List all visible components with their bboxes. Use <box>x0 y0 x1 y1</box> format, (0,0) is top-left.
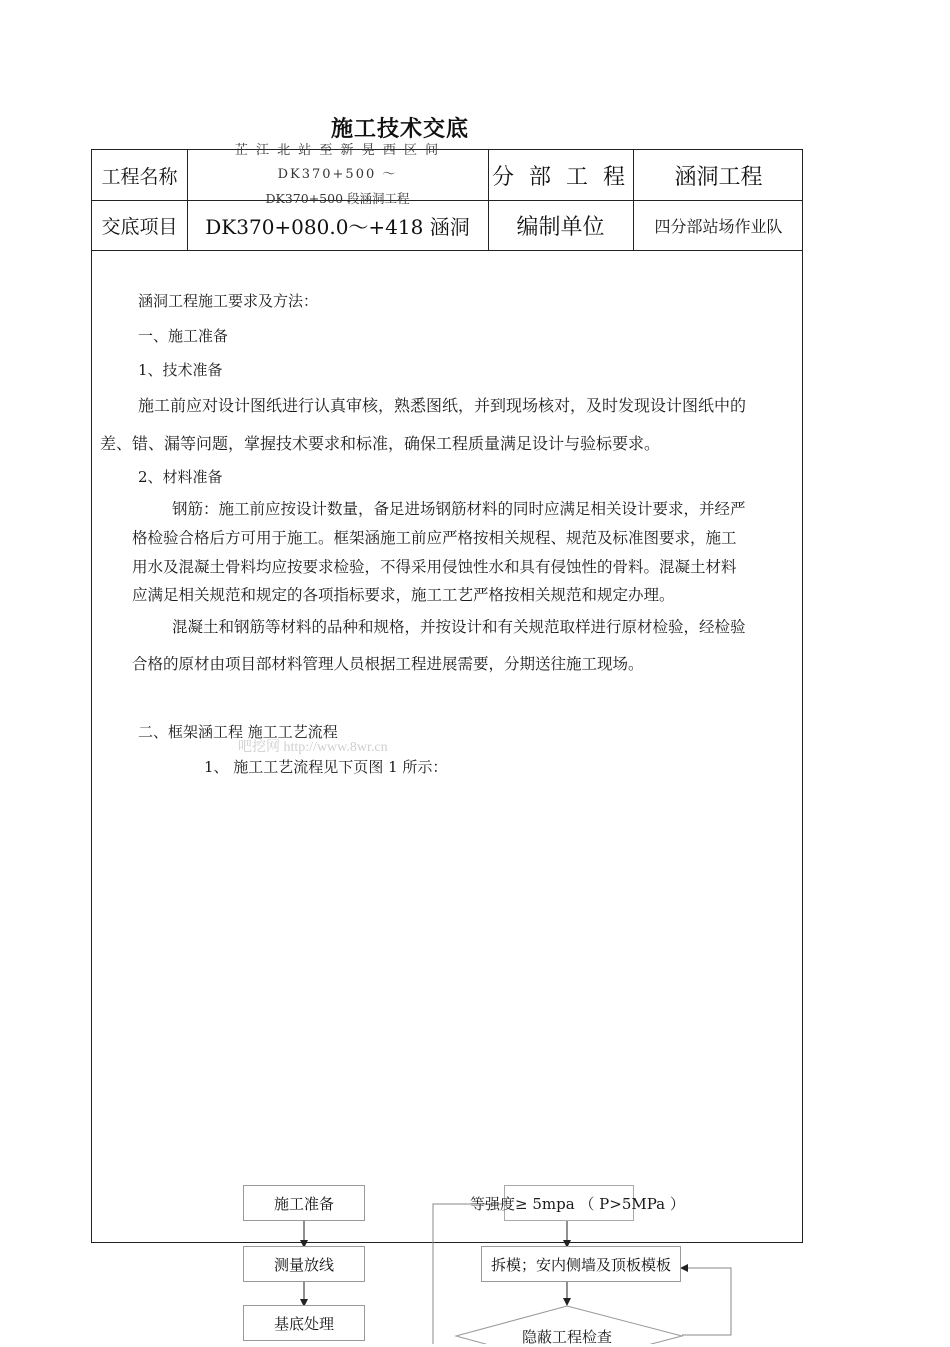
paragraph-line: 混凝土和钢筋等材料的品种和规格，并按设计和有关规范取样进行原材检验，经检验 <box>172 618 746 636</box>
watermark-text: 吧挖网 http://www.8wr.cn <box>238 740 388 755</box>
flow-intro: 1、 施工工艺流程见下页图 1 所示： <box>204 758 448 776</box>
item-value: DK370+080.0～+418 涵洞 <box>205 214 470 239</box>
paragraph-line: 施工前应对设计图纸进行认真审核，熟悉图纸，并到现场核对，及时发现设计图纸中的 <box>138 396 747 415</box>
project-name-line1: 芷 江 北 站 至 新 晃 西 区 间 DK370+500 ～ <box>234 143 441 182</box>
project-name-line2: DK370+500 段涵洞工程 <box>265 191 410 206</box>
sub2-heading: 2、材料准备 <box>138 468 223 486</box>
intro-text: 涵洞工程施工要求及方法： <box>138 292 319 310</box>
paragraph-line: 应满足相关规范和规定的各项指标要求，施工工艺严格按相关规范和规定办理。 <box>132 586 675 604</box>
subdivision-label: 分 部 工 程 <box>492 164 629 190</box>
paragraph-line: 合格的原材由项目部材料管理人员根据工程进展需要，分期送往施工现场。 <box>132 655 644 673</box>
feedback-connector <box>682 1268 731 1335</box>
paragraph-line: 差、错、漏等问题，掌握技术要求和标准，确保工程质量满足设计与验标要求。 <box>100 434 661 453</box>
paragraph-line: 格检验合格后方可用于施工。框架涵施工前应严格按相关规程、规范及标准图要求，施工 <box>132 529 737 547</box>
flow-step-base: 基底处理 <box>243 1305 365 1341</box>
paragraph-line: 钢筋：施工前应按设计数量，备足进场钢筋材料的同时应满足相关设计要求，并经严 <box>172 500 746 518</box>
document-title: 施工技术交底 <box>330 116 469 142</box>
project-name-label: 工程名称 <box>101 165 178 188</box>
section2-heading: 二、框架涵工程 施工工艺流程 <box>138 723 338 741</box>
section1-heading: 一、施工准备 <box>138 327 229 345</box>
sub1-heading: 1、技术准备 <box>138 361 223 379</box>
paragraph-line: 用水及混凝土骨料均应按要求检验，不得采用侵蚀性水和具有侵蚀性的骨料。混凝土材料 <box>132 558 737 576</box>
flow-step-survey: 测量放线 <box>243 1246 365 1282</box>
unit-value: 四分部站场作业队 <box>654 216 783 236</box>
subdivision-value: 涵洞工程 <box>674 164 763 190</box>
flow-step-formwork: 拆模；安内侧墙及顶板模板 <box>481 1246 681 1282</box>
flow-step-prep: 施工准备 <box>243 1185 365 1221</box>
unit-label: 编制单位 <box>516 214 605 240</box>
flow-step-strength-label: 等强度≥ 5mpa （ P>5MPa ） <box>470 1195 685 1213</box>
flow-step-inspection: 隐蔽工程检查 <box>522 1328 613 1346</box>
item-label: 交底项目 <box>101 215 178 238</box>
